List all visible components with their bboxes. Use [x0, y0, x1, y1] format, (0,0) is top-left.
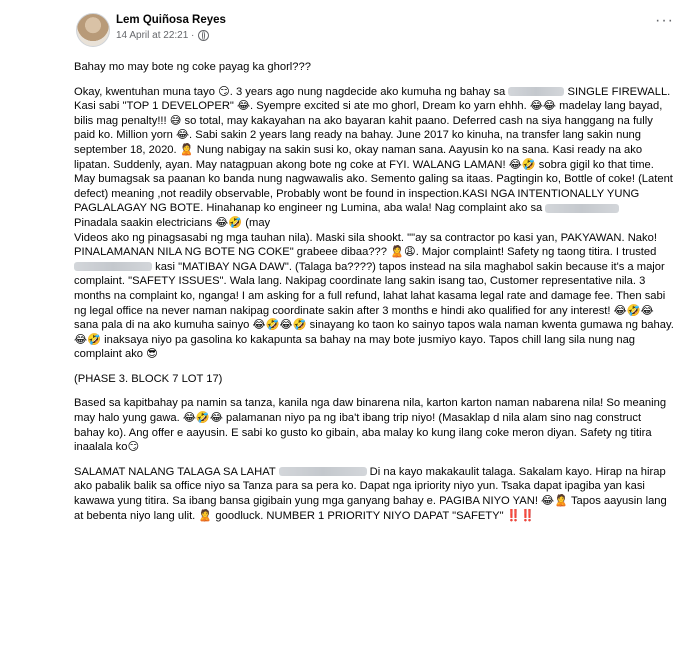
post-meta — [116, 30, 226, 41]
redacted-text — [74, 262, 152, 271]
post-title: Bahay mo may bote ng coke payag ka ghorl??? — [74, 61, 311, 73]
paragraph-text: Di na kayo makakaulit talaga. Sakalam kayo. Hirap na hirap ako pabalik balik sa office niyo sa Tanza para sa pera ko. Dapat nga ipriority niyo yun. Tsaka dapat ipagiba yan kasi kawawa yung titira. Sa ibang bansa gigibain yung mga ganyang bahay e. PAGIBA NIYO YAN! 😂🙎 Tapos aayusin lang at bebenta niyo lang ulit. 🙎 goodluck. NUMBER 1 PRIORITY NIYO DAPAT "SAFETY" ‼️‼️ — [74, 465, 667, 522]
redacted-text — [508, 87, 564, 96]
redacted-text — [545, 204, 619, 213]
post-timestamp[interactable]: 14 April at 22:21 · — [116, 30, 195, 41]
post-paragraph-2: (PHASE 3. BLOCK 7 LOT 17) — [74, 372, 223, 385]
post-paragraph-1 — [74, 85, 674, 362]
paragraph-text: SALAMAT NALANG TALAGA SA LAHAT — [74, 465, 279, 478]
more-options-icon[interactable]: ··· — [655, 12, 674, 29]
paragraph-text: Pinadala saakin electricians 😂🤣 (may Videos ako ng pinagsasabi ng mga tauhan nila). Maski sila shookt. ""ay sa contractor po kasi yan, PAKYAWAN. Nako! PINALAMANAN NILA NG BOTE NG COKE" grabeee dibaa??? 🙎😩. Major complaint! Safety ng taong titira. I trusted — [74, 216, 657, 259]
paragraph-text: SINGLE FIREWALL. Kasi sabi "TOP 1 DEVELOPER" 😂. Syempre excited si ate mo ghorl, Dream ko yarn ehhh. 😂😂 madelay lang bayad, bilis mag penalty!!! 😅 so total, may kakayahan na ako bayaran kahit paano. Deferred cash na siya hanggang na fully paid ko. Million yorn 😂. Sabi sakin 2 years lang ready na bahay. June 2017 ko kinuha, na transfer lang sakin nung september 18, 2020. 🙎 Nung nabigay na sakin susi ko, okay naman sana. Aayusin ko na sana. Kasi ready na ako lipatan. Suddenly, ayan. May natagpuan akong bote ng coke at FYI. WALANG LAMAN! 😂🤣 sobra gigil ko that time. May bumagsak sa paanan ko banda nung nagwawalis ako. Semento galing sa itaas. Pagtingin ko, Bottle of coke! (Latent defect) meaning ,not readily observable, Probably wont be found in inspection.KASI NGA INTENTIONALLY YUNG PAGLALAGAY NG BOTE. Hinahanap ko engineer ng Lumina, aba wala! Nag complaint ako sa — [74, 85, 673, 215]
redacted-text — [279, 467, 367, 476]
author-name[interactable]: Lem Quiñosa Reyes — [116, 14, 226, 26]
post-paragraph-4 — [74, 465, 674, 523]
post-paragraph-3: Based sa kapitbahay pa namin sa tanza, kanila nga daw binarena nila, karton karton naman nabarena nila! So meaning may halo yung gawa. 😂🤣😂 palamanan niyo pa ng iba't ibang trip niyo! (Masaklap d nila alam sino nag construct bahay ko). Ang offer e aayusin. E sabi ko gusto ko gibain, aba malay ko kung ilang coke meron diyan. Safety ng titira inaalala ko😏 — [74, 397, 667, 454]
paragraph-text: kasi "MATIBAY NGA DAW". (Talaga ba????) tapos instead na sila maghabol sakin because it's a major complaint. "SAFETY ISSUES". Wala lang. Nakipag coordinate lang sakin isang tao, Customer representative nila. 3 months na complaint ko, nganga! I am asking for a full refund, lahat lahat kasama legal rate and damage fee. Then sabi ng legal office na never naman nakipag coordinate sakin after 3 months e hindi ako qualified for any interest! 😂🤣😂 sana pala di na ako kumuha sainyo 😂🤣😂🤣 sinayang ko taon ko sainyo tapos wala naman kwenta gumawa ng bahay. 😂🤣 inaksaya niyo pa gasolina ko kakapunta sa bahay na may bote jusmiyo kayo. Tapos chill lang sila nung nag complaint ako 😎 — [74, 260, 674, 361]
globe-icon — [198, 30, 209, 41]
post-header — [116, 14, 226, 41]
paragraph-text: Okay, kwentuhan muna tayo 😏. 3 years ago nung nagdecide ako kumuha ng bahay sa — [74, 85, 509, 98]
avatar[interactable] — [76, 13, 110, 47]
post-body — [74, 60, 674, 533]
